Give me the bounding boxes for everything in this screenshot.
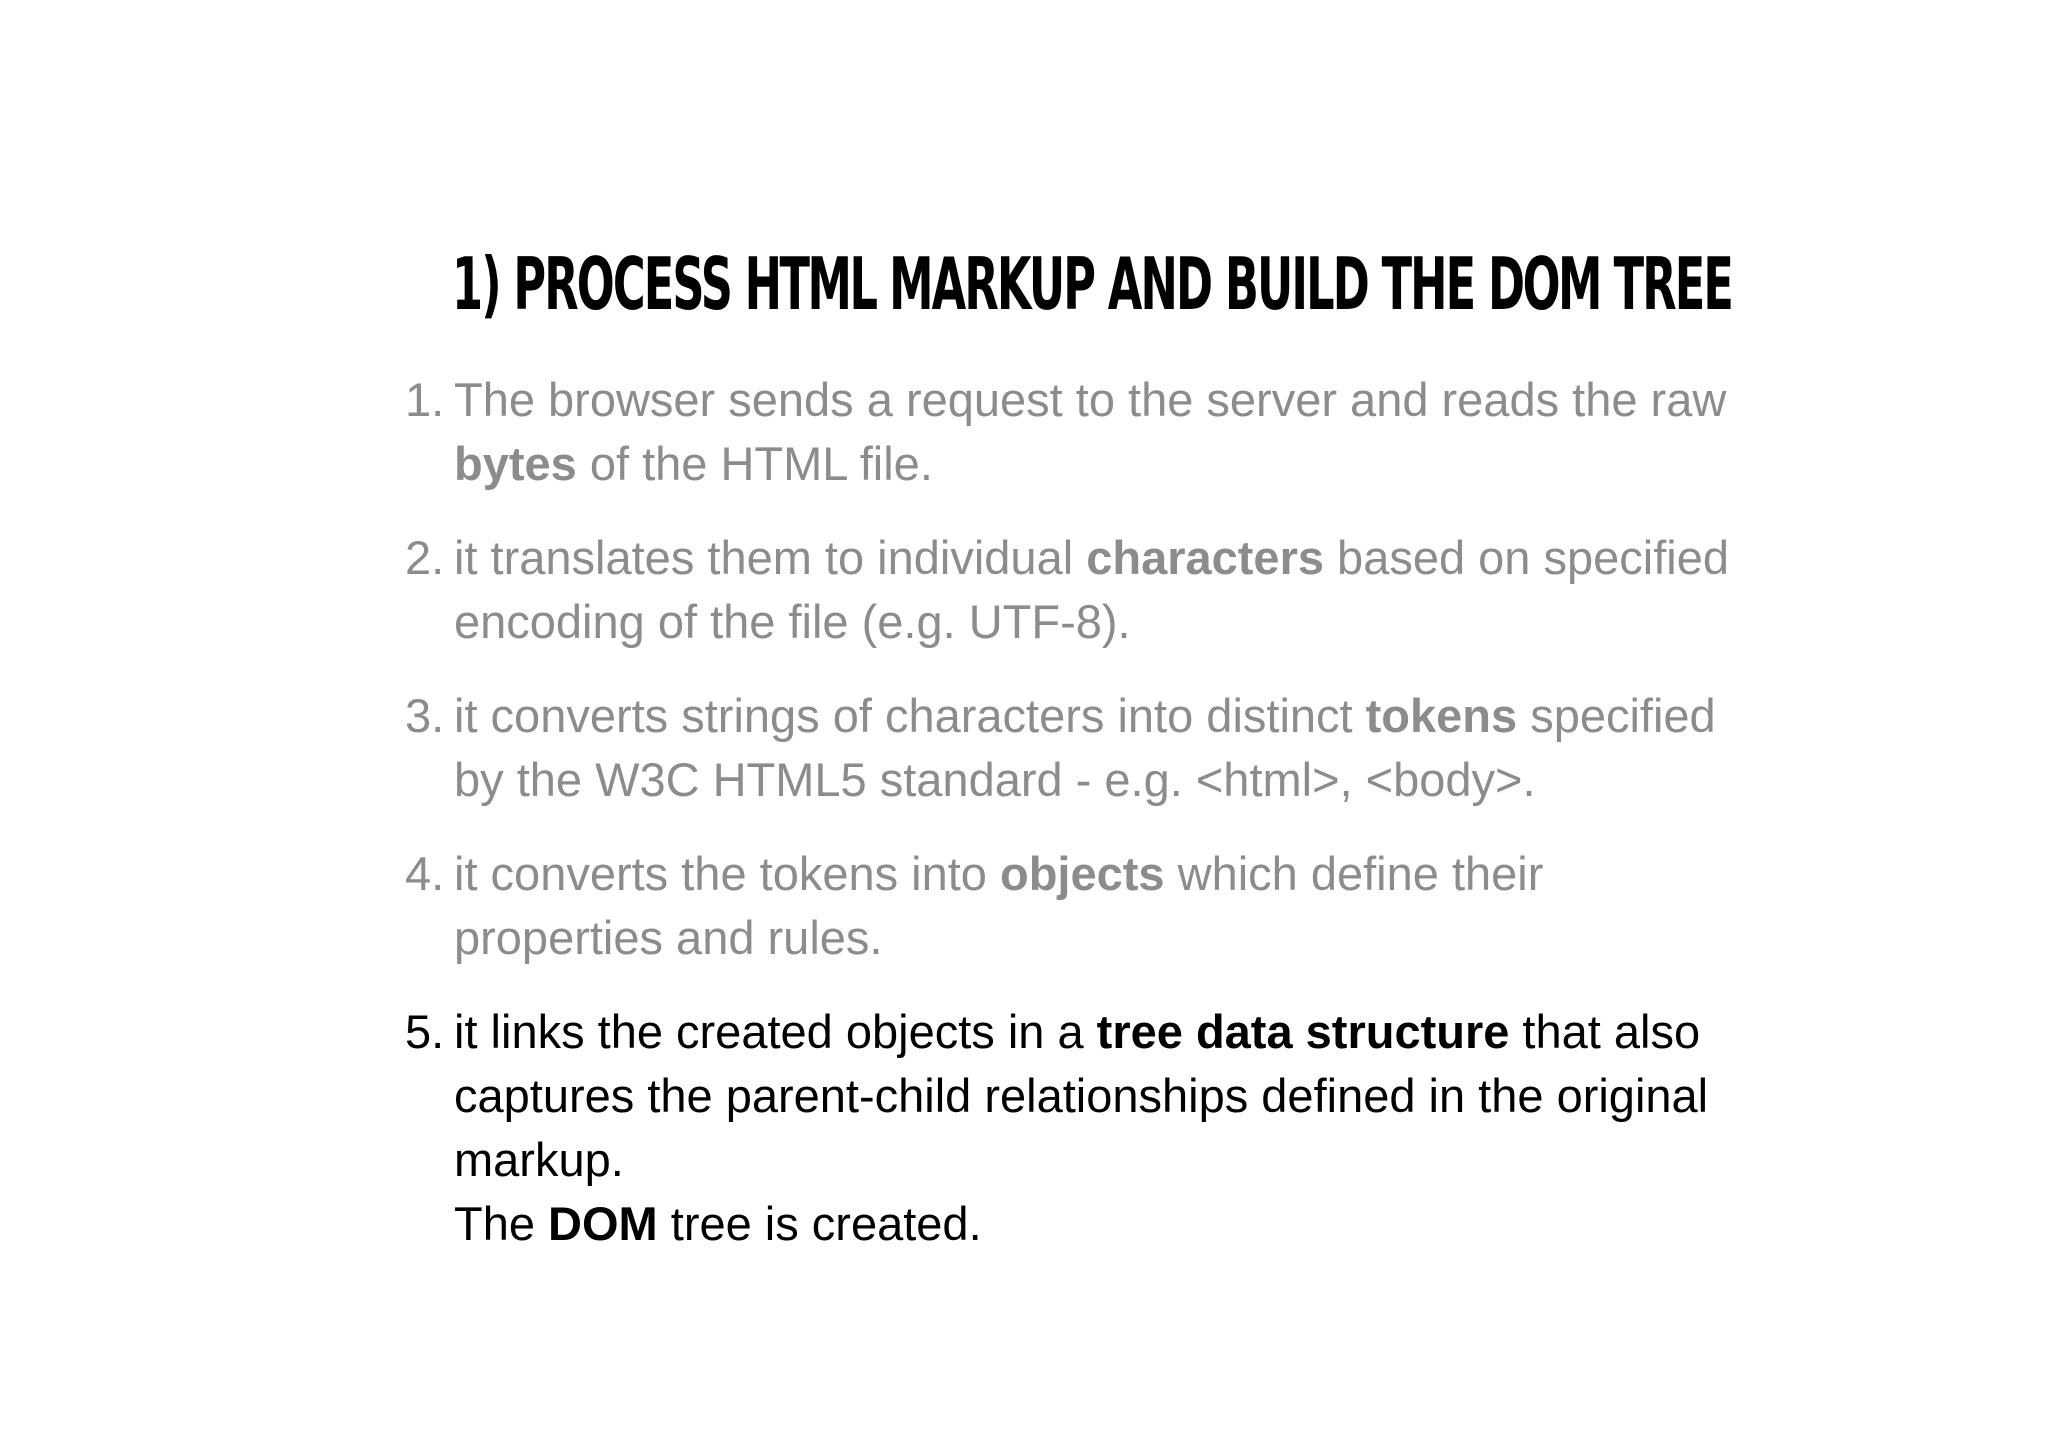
step-text: that also captures the parent-child relationships defined in the original markup. — [454, 1005, 1709, 1186]
step-text: of the HTML file. — [576, 437, 933, 490]
step-number: 2. — [405, 531, 445, 584]
step-text: it converts strings of characters into distinct — [454, 689, 1366, 742]
conclusion-text: tree is created. — [657, 1197, 982, 1250]
step-text: specified by the W3C HTML5 standard - e.g. <html>, <body>. — [454, 689, 1716, 806]
conclusion-keyword-dom: DOM — [548, 1197, 658, 1250]
step-item-bytes — [400, 368, 1740, 496]
step-text: it translates them to individual — [454, 531, 1087, 584]
step-keyword-characters: characters — [1086, 531, 1324, 584]
step-item-tokens — [400, 684, 1740, 812]
step-keyword-tokens: tokens — [1365, 689, 1518, 742]
title-part-2: MARKUP AND BUILD THE — [875, 242, 1488, 326]
step-item-tree-current — [400, 1000, 1740, 1256]
step-keyword-bytes: bytes — [454, 437, 577, 490]
step-keyword-objects: objects — [1000, 847, 1165, 900]
step-item-characters — [400, 526, 1740, 654]
step-text: it links the created objects in a — [454, 1005, 1097, 1058]
step-number: 1. — [405, 373, 445, 426]
title-part-1: 1) PROCESS — [452, 242, 745, 326]
conclusion-text: The — [454, 1197, 549, 1250]
slide-title — [452, 240, 1732, 328]
step-text: it converts the tokens into — [454, 847, 1001, 900]
step-number: 5. — [405, 1005, 445, 1058]
step-keyword-tree-data-structure: tree data structure — [1096, 1005, 1510, 1058]
title-dom-emphasis: DOM — [1487, 242, 1600, 326]
title-html-emphasis: HTML — [744, 242, 876, 326]
step-number: 3. — [405, 689, 445, 742]
step-text: which define their properties and rules. — [454, 847, 1544, 964]
step-text: The browser sends a request to the server and reads the raw — [454, 373, 1727, 426]
step-number: 4. — [405, 847, 445, 900]
step-text: based on specified encoding of the file (e.g. UTF-8). — [454, 531, 1730, 648]
steps-list — [400, 368, 1740, 1286]
title-part-3: TREE — [1599, 242, 1733, 326]
step-item-objects — [400, 842, 1740, 970]
